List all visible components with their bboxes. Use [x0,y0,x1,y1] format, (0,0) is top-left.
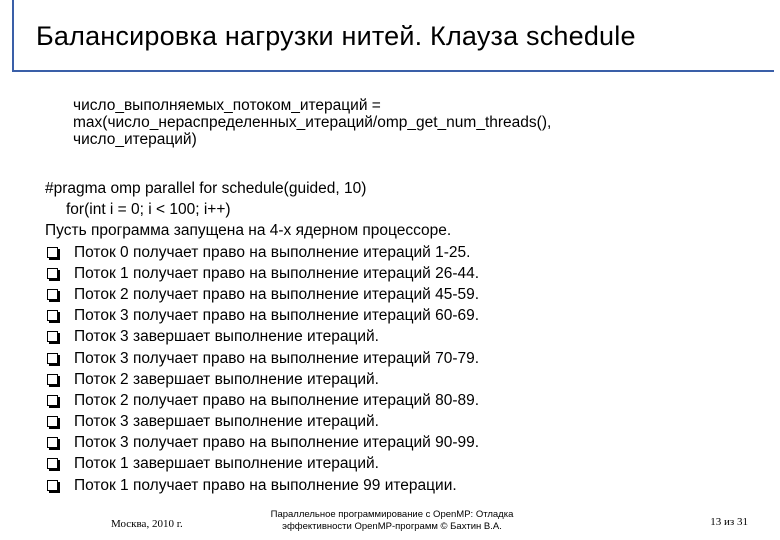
footer-course-line: эффективности OpenMP-программ © Бахтин В.А. [282,521,502,532]
hollow-square-bullet-icon [47,458,58,469]
list-item-text: Поток 1 получает право на выполнение 99 итерации. [74,476,457,494]
list-item [45,348,765,369]
hollow-square-bullet-icon [47,268,58,279]
list-item [45,326,765,347]
list-item [45,432,765,453]
formula-block [73,97,551,148]
footer-location: Москва, 2010 г. [111,518,183,530]
formula-line: число_итераций) [73,131,197,148]
hollow-square-bullet-icon [47,416,58,427]
code-for-line: for(int i = 0; i < 100; i++) [66,201,231,219]
list-item-text: Поток 2 получает право на выполнение итераций 45-59. [74,285,480,303]
formula-line: max(число_нераспределенных_итераций/omp_get_num_threads(), [73,114,552,131]
footer-course [250,509,534,533]
slide-content [45,178,765,496]
hollow-square-bullet-icon [47,310,58,321]
page-number: 13 из 31 [710,516,748,528]
list-item-text: Поток 2 завершает выполнение итераций. [74,370,379,388]
list-item-text: Поток 1 получает право на выполнение итераций 26-44. [74,264,480,282]
intro-text: Пусть программа запущена на 4-х ядерном процессоре. [45,222,452,240]
list-item-text: Поток 3 завершает выполнение итераций. [74,413,379,431]
list-item [45,263,765,284]
list-item-text: Поток 3 получает право на выполнение итераций 70-79. [74,349,480,367]
list-item [45,305,765,326]
list-item [45,284,765,305]
list-item [45,242,765,263]
hollow-square-bullet-icon [47,437,58,448]
hollow-square-bullet-icon [47,395,58,406]
list-item-text: Поток 3 получает право на выполнение итераций 90-99. [74,434,480,452]
hollow-square-bullet-icon [47,374,58,385]
list-item-text: Поток 1 завершает выполнение итераций. [74,455,379,473]
list-item-text: Поток 2 получает право на выполнение итераций 80-89. [74,391,480,409]
list-item [45,390,765,411]
hollow-square-bullet-icon [47,480,58,491]
formula-line: число_выполняемых_потоком_итераций = [73,97,381,114]
hollow-square-bullet-icon [47,331,58,342]
hollow-square-bullet-icon [47,289,58,300]
list-item-text: Поток 3 получает право на выполнение итераций 60-69. [74,307,480,325]
list-item [45,369,765,390]
hollow-square-bullet-icon [47,247,58,258]
list-item-text: Поток 3 завершает выполнение итераций. [74,328,379,346]
list-item [45,453,765,474]
slide-title: Балансировка нагрузки нитей. Клауза schedule [36,21,636,51]
list-item [45,475,765,496]
hollow-square-bullet-icon [47,353,58,364]
list-item [45,411,765,432]
list-item-text: Поток 0 получает право на выполнение итераций 1-25. [74,243,471,261]
footer-course-line: Параллельное программирование с OpenMP: Отладка [270,509,514,520]
code-pragma-line: #pragma omp parallel for schedule(guided, 10) [45,180,367,197]
